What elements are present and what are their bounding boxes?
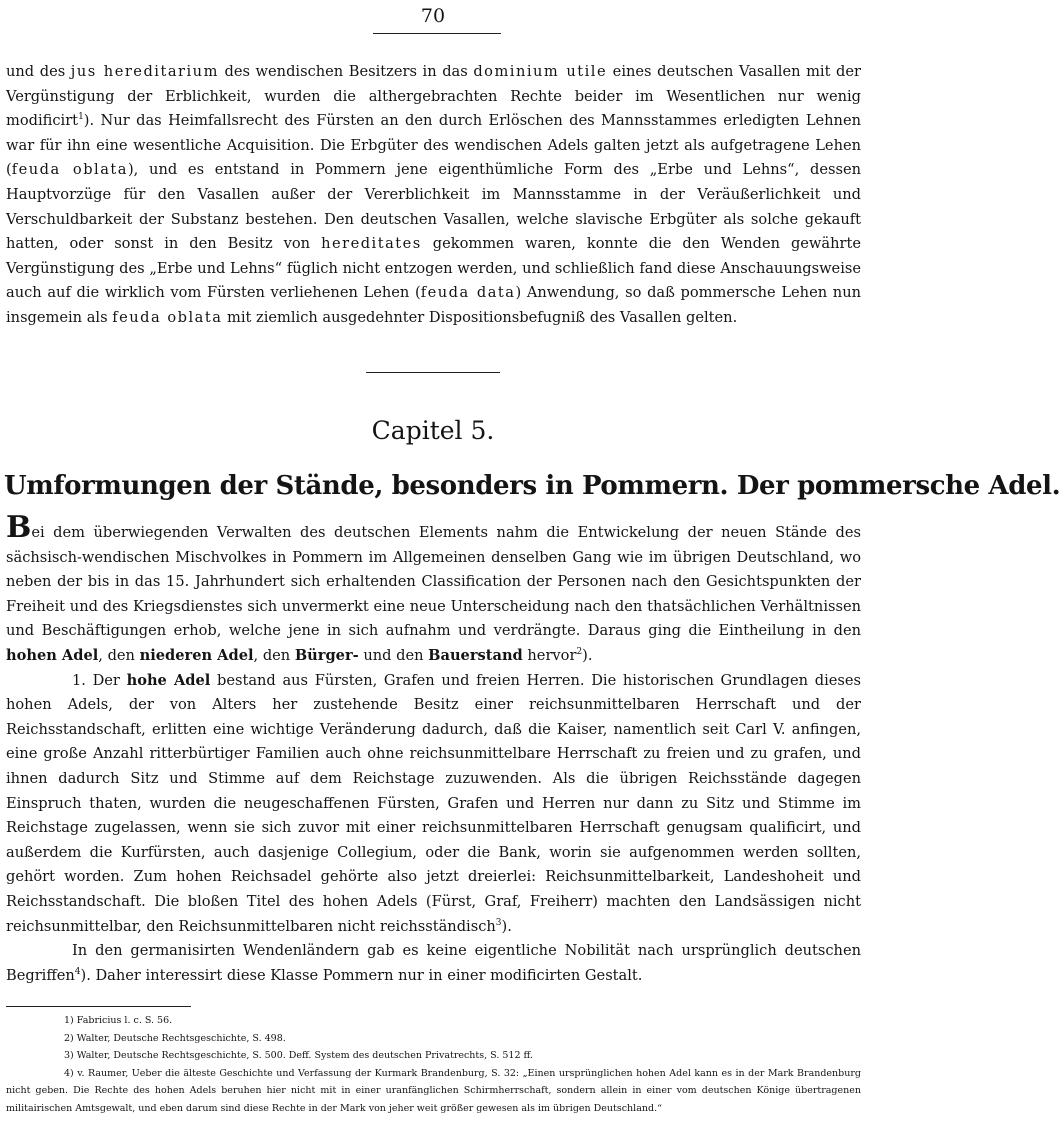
footnote-2: 2) Walter, Deutsche Rechtsgeschichte, S. 498. xyxy=(64,1032,286,1044)
text-run: hervor xyxy=(522,646,577,664)
latin-term: feuda oblata xyxy=(112,308,223,326)
text-run: mit ziemlich ausgedehnter Dispositionsbefugniß des Vasallen gelten. xyxy=(222,308,738,326)
text-run: , den xyxy=(98,646,140,664)
text-run: und des xyxy=(6,63,71,80)
term-niederer-adel: niederen Adel xyxy=(139,646,254,664)
paragraph-hoher-adel xyxy=(6,669,861,940)
paragraph-wendenlaender xyxy=(6,939,861,988)
chapter-label: Capitel 5. xyxy=(371,416,495,445)
latin-term: feuda data xyxy=(420,284,516,302)
text-run: ). xyxy=(582,646,593,664)
text-run: bestand aus Fürsten, Grafen und freien Herren. Die historischen Grundlagen dieses hohen Adels, der von Alters her zustehende Besitz einer reichsunmittelbaren Herrschaft und der Reichsstandschaft, erlitten eine wichtige Veränderung dadurch, daß die Kaiser, namentlich seit Carl V. anfingen, eine große Anzahl ritterbürtiger Familien auch ohne reichsunmittelbare Herrschaft zu freien und zu grafen, und ihnen dadurch Sitz und Stimme auf dem Reichstage zuzuwenden. Als die übrigen Reichsstände dagegen Einspruch thaten, wurden die neugeschaffenen Fürsten, Grafen und Herren nur dann zu Sitz und Stimme im Reichstage zugelassen, wenn sie sich zuvor mit einer reichsunmittelbaren Herrschaft genugsam qualificirt, und außerdem die Kurfürsten, auch dasjenige Collegium, oder die Bank, worin sie aufgenommen werden sollten, gehört worden. Zum hohen Reichsadel gehörte also jetzt dreierlei: Reichsunmittelbarkeit, Landeshoheit und Reichsstandschaft. Die bloßen Titel des hohen Adels (Fürst, Graf, Freiherr) machten den Landsässigen nicht reichsunmittelbar, den Reichsunmittelbaren nicht reichsständisch xyxy=(6,671,861,935)
text-run: des wendischen Besitzers in das xyxy=(218,63,474,80)
paragraph-intro xyxy=(6,510,861,669)
text-run: und den xyxy=(358,646,429,664)
text-run: , den xyxy=(253,646,295,664)
chapter-body xyxy=(6,510,861,988)
text-run: eines deutschen Vasallen mit der Vergünstigung der Erblichkeit, wurden die althergebrachten Rechte beider im Wesentlichen nur wenig modificirt xyxy=(6,63,861,130)
latin-term: jus hereditarium xyxy=(70,63,219,80)
paragraph-continuation xyxy=(6,60,861,331)
footnote-3: 3) Walter, Deutsche Rechtsgeschichte, S. 500. Deff. System des deutschen Privatrechts, S. 512 ff. xyxy=(64,1050,533,1061)
page-number: 70 xyxy=(420,5,446,27)
text-run: ), und es entstand in Pommern jene eigenthümliche Form des „Erbe und Lehns“, dessen Hauptvorzüge für den Vasallen außer der Vererblichkeit im Mannsstamme in der Veräußerlichkeit und Verschuldbarkeit der Substanz bestehen. Den deutschen Vasallen, welche slavische Erbgüter als solche gekauft hatten, oder sonst in den Besitz von xyxy=(6,161,861,253)
text-run: ei dem überwiegenden Verwalten des deutschen Elements nahm die Entwickelung der neuen Stände des sächsisch-wendischen Mischvolkes in Pommern im Allgemeinen denselben Gang wie im übrigen Deutschland, wo neben der bis in das 15. Jahrhundert sich erhaltenden Classification der Personen nach den Gesichtspunkten der Freiheit und des Kriegsdienstes sich unvermerkt eine neue Unterscheidung nach den thatsächlichen Verhältnissen und Beschäftigungen erhob, welche jene in sich aufnahm und verdrängte. Daraus ging die Eintheilung in den xyxy=(6,524,861,640)
chapter-title: Umformungen der Stände, besonders in Pommern. Der pommersche Adel. xyxy=(4,471,1060,501)
text-run: ) Anwendung, so daß pommersche Lehen nun insgemein als xyxy=(6,284,861,326)
text-run: ). xyxy=(501,917,512,935)
footnote-ref[interactable]: 1 xyxy=(78,112,84,123)
latin-term: hereditates xyxy=(321,235,422,253)
footnote-ref[interactable]: 4 xyxy=(74,966,81,977)
text-run: ). Nur das Heimfallsrecht des Fürsten an den durch Erlöschen des Mannsstammes erledigten Lehnen war für ihn eine wesentliche Acquisition. Die Erbgüter des wendischen Adels galten jetzt als aufgetragene Lehen ( xyxy=(6,112,861,179)
term-buerger: Bürger- xyxy=(294,646,359,664)
text-run: gekommen waren, konnte die den Wenden gewährte Vergünstigung des „Erbe und Lehns“ füglich nicht entzogen werden, und schließlich fand diese Anschauungsweise auch auf die wirklich vom Fürsten verliehenen Lehen ( xyxy=(6,235,861,302)
footnote-rule xyxy=(6,1006,191,1007)
header-rule xyxy=(373,33,501,34)
section-rule xyxy=(366,372,500,373)
term-bauerstand: Bauerstand xyxy=(428,646,523,664)
term-hoher-adel: hohen Adel xyxy=(6,646,99,664)
footnote-ref[interactable]: 3 xyxy=(495,917,502,928)
latin-term: feuda oblata xyxy=(11,161,128,179)
drop-cap: B xyxy=(6,510,32,545)
footnotes xyxy=(6,1012,861,1117)
footnote-ref[interactable]: 2 xyxy=(576,647,583,658)
footnote-4: 4) v. Raumer, Ueber die älteste Geschichte und Verfassung der Kurmark Brandenburg, S. 32: „Einen ursprünglichen hohen Adel kann es in der Mark Brandenburg nicht geben. Die Rechte des hohen Adels beruhen hier nicht mit in einer uranfänglichen Schirmherrschaft, sondern allein in einer vom deutschen Könige übertragenen militairischen Amtsgewalt, und eben darum sind diese Rechte in der Mark von jeher weit größer gewesen als im übrigen Deutschland.“ xyxy=(6,1067,861,1114)
text-run: ). Daher interessirt diese Klasse Pommern nur in einer modificirten Gestalt. xyxy=(80,966,643,984)
term-hohe-adel: hohe Adel xyxy=(126,671,211,689)
latin-term: dominium utile xyxy=(473,63,608,80)
text-run: 1. Der xyxy=(72,671,127,689)
footnote-1: 1) Fabricius l. c. S. 56. xyxy=(64,1015,173,1026)
text-run: In den germanisirten Wendenländern gab es keine eigentliche Nobilität nach ursprünglich deutschen Begriffen xyxy=(6,942,861,984)
